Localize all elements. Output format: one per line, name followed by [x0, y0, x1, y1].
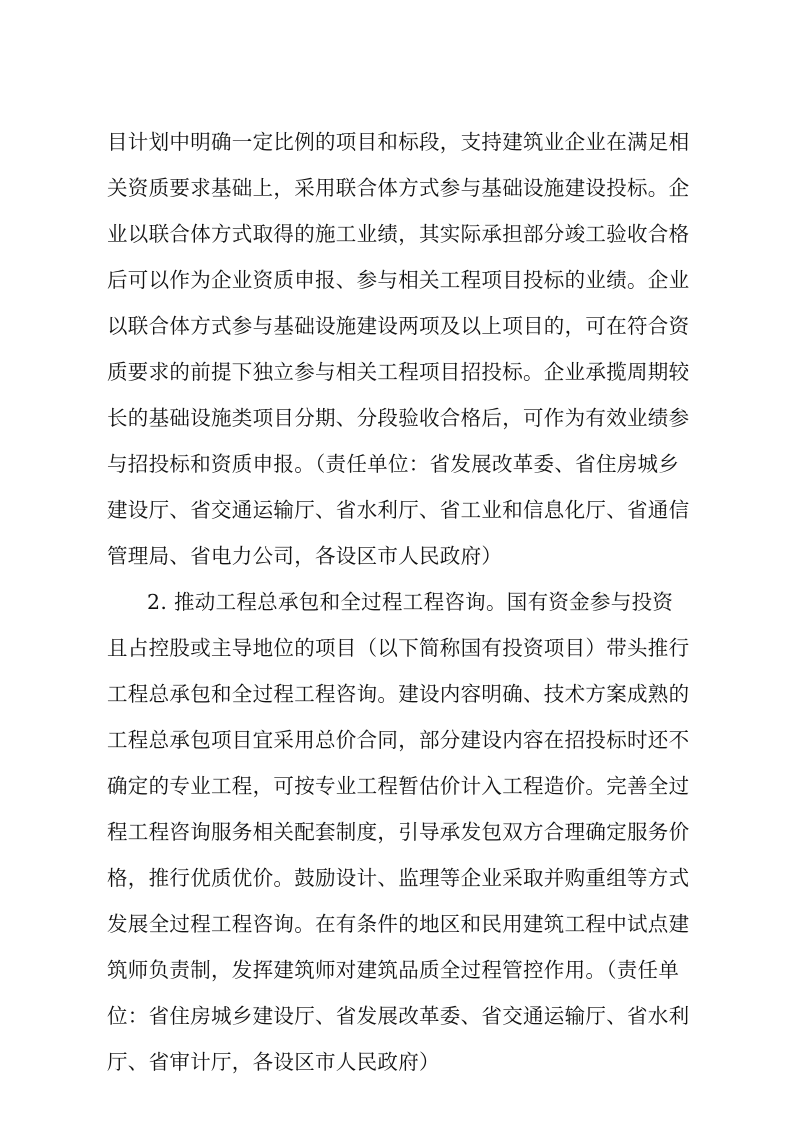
text-line: 以联合体方式参与基础设施建设两项及以上项目的，可在符合资	[107, 314, 690, 338]
text-line: 发展全过程工程咨询。在有条件的地区和民用建筑工程中试点建	[107, 912, 690, 936]
text-line: 位：省住房城乡建设厅、省发展改革委、省交通运输厅、省水利	[107, 1004, 690, 1028]
text-line: 关资质要求基础上，采用联合体方式参与基础设施建设投标。企	[107, 176, 690, 200]
text-line: 工程总承包和全过程工程咨询。建设内容明确、技术方案成熟的	[107, 682, 690, 706]
text-line: 后可以作为企业资质申报、参与相关工程项目投标的业绩。企业	[107, 268, 690, 292]
text-line: 与招投标和资质申报。（责任单位：省发展改革委、省住房城乡	[107, 452, 680, 476]
text-line: 建设厅、省交通运输厅、省水利厅、省工业和信息化厅、省通信	[107, 498, 690, 522]
text-line: 格，推行优质优价。鼓励设计、监理等企业采取并购重组等方式	[107, 866, 690, 890]
text-line: 确定的专业工程，可按专业工程暂估价计入工程造价。完善全过	[107, 774, 690, 798]
text-line: 厅、省审计厅，各设区市人民政府）	[107, 1050, 440, 1074]
text-line: 程工程咨询服务相关配套制度，引导承发包双方合理确定服务价	[107, 820, 690, 844]
section-heading-line: 2. 推动工程总承包和全过程工程咨询。国有资金参与投资	[147, 590, 674, 614]
text-line: 工程总承包项目宜采用总价合同，部分建设内容在招投标时还不	[107, 728, 690, 752]
text-line: 且占控股或主导地位的项目（以下简称国有投资项目）带头推行	[107, 636, 690, 660]
text-line: 管理局、省电力公司，各设区市人民政府）	[107, 544, 503, 568]
text-line: 筑师负责制，发挥建筑师对建筑品质全过程管控作用。（责任单	[107, 958, 680, 982]
text-line: 目计划中明确一定比例的项目和标段，支持建筑业企业在满足相	[107, 130, 690, 154]
text-line: 业以联合体方式取得的施工业绩，其实际承担部分竣工验收合格	[107, 222, 690, 246]
text-line: 长的基础设施类项目分期、分段验收合格后，可作为有效业绩参	[107, 406, 690, 430]
text-line: 质要求的前提下独立参与相关工程项目招投标。企业承揽周期较	[107, 360, 690, 384]
